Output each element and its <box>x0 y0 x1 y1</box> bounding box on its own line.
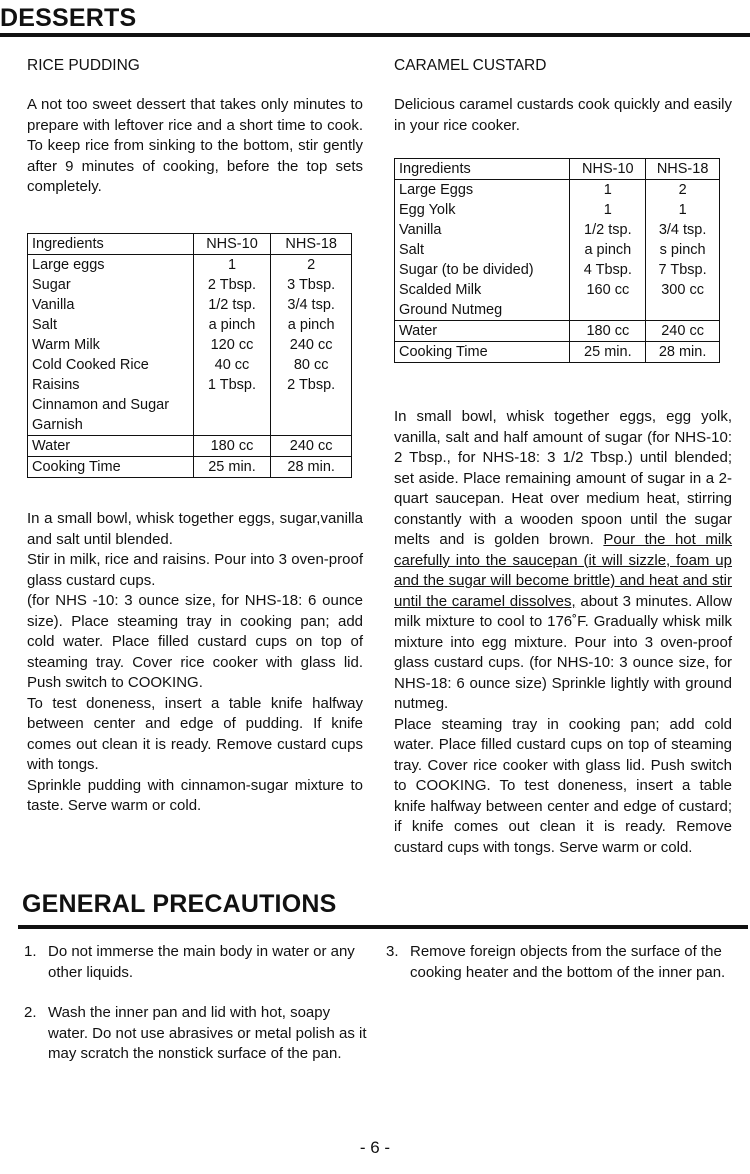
table-row <box>28 315 352 335</box>
table-row <box>395 180 720 201</box>
nhs-10-amount: NHS-10 <box>193 234 271 255</box>
nhs-10-amount: 1 <box>570 180 646 201</box>
table-row <box>28 255 352 276</box>
ingredient-name: Ground Nutmeg <box>399 302 503 318</box>
table-row <box>28 415 352 436</box>
nhs-10-amount: 1 <box>570 200 646 220</box>
ingredient-name: Salt <box>32 317 57 333</box>
nhs-10-amount: a pinch <box>570 240 646 260</box>
nhs-10-amount: 180 cc <box>570 321 646 342</box>
ingredient-name: Ingredients <box>395 159 570 180</box>
rice-pudding-step: In a small bowl, whisk together eggs, sugar,vanilla and salt until blended. <box>27 510 363 548</box>
caramel-custard-directions-part3: Place steaming tray in cooking pan; add cold water. Place filled custard cups on top of steaming tray. Cover rice cooker with glass lid. Push switch to COOKING. To test doneness, insert a table knife halfway between center and edge of custard; if knife comes out clean it is ready. Remove custard cups with tongs. Serve warm or cold. <box>394 715 732 856</box>
table-row <box>28 275 352 295</box>
rice-pudding-title: RICE PUDDING <box>27 57 140 74</box>
cooking-time-row <box>395 342 720 363</box>
ingredient-name: Cooking Time <box>395 342 570 363</box>
rice-pudding-ingredients-table <box>27 233 352 478</box>
nhs-10-amount: 160 cc <box>570 280 646 300</box>
water-row <box>28 436 352 457</box>
nhs-10-amount: 120 cc <box>193 335 271 355</box>
precaution-item <box>24 942 372 983</box>
table-header-row <box>395 159 720 180</box>
nhs-18-amount: s pinch <box>646 240 720 260</box>
nhs-10-amount: 1 <box>193 255 271 276</box>
precaution-text: Do not immerse the main body in water or any other liquids. <box>48 943 355 981</box>
nhs-10-amount: 1/2 tsp. <box>570 220 646 240</box>
caramel-custard-directions-part2: about 3 minutes. Allow milk mixture to cool to 176˚F. Gradually whisk milk mixture into egg mixture. Pour into 3 oven-proof glass custard cups. (for NHS-10: 3 ounce size, for NHS-18: 6 ounce size) Sprinkle lightly with ground nutmeg. <box>394 592 733 712</box>
table-row <box>28 395 352 415</box>
nhs-10-amount: 1 Tbsp. <box>193 375 271 395</box>
rice-pudding-step: Stir in milk, rice and raisins. Pour into 3 oven-proof glass custard cups. <box>27 551 363 589</box>
nhs-18-amount <box>271 415 352 436</box>
nhs-10-amount: 180 cc <box>193 436 271 457</box>
table-row <box>395 300 720 321</box>
table-row <box>395 220 720 240</box>
nhs-18-amount <box>271 395 352 415</box>
table-row <box>395 240 720 260</box>
ingredient-name: Large Eggs <box>399 182 474 198</box>
nhs-18-amount: 28 min. <box>271 457 352 478</box>
ingredient-name: Salt <box>399 242 424 258</box>
caramel-custard-ingredients-table <box>394 158 720 363</box>
caramel-custard-title: CARAMEL CUSTARD <box>394 57 547 74</box>
precaution-number: 3. <box>386 943 399 960</box>
nhs-18-amount: 2 <box>646 180 720 201</box>
nhs-18-amount: a pinch <box>271 315 352 335</box>
precaution-item <box>24 1003 372 1065</box>
nhs-18-amount: NHS-18 <box>271 234 352 255</box>
nhs-18-amount <box>646 300 720 321</box>
caramel-custard-directions <box>394 407 732 858</box>
precaution-item <box>386 942 734 983</box>
ingredient-name: Warm Milk <box>32 337 100 353</box>
nhs-18-amount: 300 cc <box>646 280 720 300</box>
nhs-10-amount: 4 Tbsp. <box>570 260 646 280</box>
nhs-18-amount: NHS-18 <box>646 159 720 180</box>
section-rule <box>0 33 750 37</box>
nhs-18-amount: 2 <box>271 255 352 276</box>
ingredient-name: Vanilla <box>399 222 442 238</box>
table-header-row <box>28 234 352 255</box>
nhs-10-amount: 1/2 tsp. <box>193 295 271 315</box>
ingredient-name: Garnish <box>32 417 83 433</box>
table-row <box>395 280 720 300</box>
nhs-10-amount: 2 Tbsp. <box>193 275 271 295</box>
nhs-18-amount: 80 cc <box>271 355 352 375</box>
rice-pudding-step: To test doneness, insert a table knife halfway between center and edge of pudding. If knife comes out clean it is ready. Remove custard cups with tongs. <box>27 694 363 773</box>
precaution-text: Wash the inner pan and lid with hot, soapy water. Do not use abrasives or metal polish as it may scratch the nonstick surface of the pan. <box>48 1004 367 1062</box>
caramel-custard-intro: Delicious caramel custards cook quickly and easily in your rice cooker. <box>394 96 732 134</box>
ingredient-name: Cooking Time <box>28 457 194 478</box>
precaution-text: Remove foreign objects from the surface of the cooking heater and the bottom of the inner pan. <box>410 943 726 981</box>
table-row <box>28 375 352 395</box>
nhs-18-amount: 3/4 tsp. <box>646 220 720 240</box>
section-title: DESSERTS <box>0 4 137 32</box>
nhs-10-amount: 40 cc <box>193 355 271 375</box>
nhs-10-amount <box>193 415 271 436</box>
water-row <box>395 321 720 342</box>
ingredient-name: Vanilla <box>32 297 75 313</box>
table-row <box>395 260 720 280</box>
ingredient-name: Cinnamon and Sugar <box>32 397 170 413</box>
ingredient-name: Cold Cooked Rice <box>32 357 149 373</box>
rice-pudding-step: (for NHS -10: 3 ounce size, for NHS-18: 6 ounce size). Place steaming tray in cooking pan; add cold water. Place filled custard cups on top of steaming tray. Cover rice cooker with glass lid. Push switch to COOKING. <box>27 592 363 691</box>
nhs-18-amount: 3 Tbsp. <box>271 275 352 295</box>
nhs-18-amount: 7 Tbsp. <box>646 260 720 280</box>
ingredient-name: Water <box>395 321 570 342</box>
ingredient-name: Sugar (to be divided) <box>399 262 534 278</box>
caramel-custard-directions-part1: In small bowl, whisk together eggs, egg yolk, vanilla, salt and half amount of sugar (for NHS-10: 2 Tbsp., for NHS-18: 3 1/2 Tbsp.) until blended; set aside. Place remaining amount of sugar in a 2-quart saucepan. Heat over medium heat, stirring constantly with a wooden spoon until the sugar melts and is golden brown. <box>394 408 732 548</box>
page-number: - 6 - <box>359 1138 391 1157</box>
ingredient-name: Sugar <box>32 277 71 293</box>
table-row <box>395 200 720 220</box>
rice-pudding-directions <box>27 509 363 817</box>
table-row <box>28 355 352 375</box>
cooking-time-row <box>28 457 352 478</box>
ingredient-name: Raisins <box>32 377 80 393</box>
nhs-18-amount: 240 cc <box>271 335 352 355</box>
precautions-rule <box>18 925 748 929</box>
rice-pudding-intro: A not too sweet dessert that takes only minutes to prepare with leftover rice and a short time to cook. To keep rice from sinking to the bottom, stir gently after 9 minutes of cooking, before the top sets completely. <box>27 96 363 195</box>
nhs-18-amount: 240 cc <box>646 321 720 342</box>
ingredient-name: Scalded Milk <box>399 282 482 298</box>
ingredient-name: Water <box>28 436 194 457</box>
nhs-18-amount: 240 cc <box>271 436 352 457</box>
rice-pudding-step: Sprinkle pudding with cinnamon-sugar mixture to taste. Serve warm or cold. <box>27 776 363 814</box>
nhs-18-amount: 2 Tbsp. <box>271 375 352 395</box>
nhs-10-amount <box>570 300 646 321</box>
precaution-number: 1. <box>24 943 37 960</box>
nhs-10-amount: a pinch <box>193 315 271 335</box>
caramel-custard-directions-caution: Pour the hot milk carefully into the saucepan (it will sizzle, foam up and the sugar will become brittle) and heat and stir until the caramel dissolves, <box>394 531 733 610</box>
nhs-10-amount: 25 min. <box>193 457 271 478</box>
ingredient-name: Ingredients <box>28 234 194 255</box>
precautions-title: GENERAL PRECAUTIONS <box>22 890 337 918</box>
table-row <box>28 335 352 355</box>
nhs-18-amount: 3/4 tsp. <box>271 295 352 315</box>
ingredient-name: Egg Yolk <box>399 202 456 218</box>
nhs-10-amount <box>193 395 271 415</box>
ingredient-name: Large eggs <box>32 257 105 273</box>
nhs-18-amount: 28 min. <box>646 342 720 363</box>
nhs-18-amount: 1 <box>646 200 720 220</box>
table-row <box>28 295 352 315</box>
nhs-10-amount: 25 min. <box>570 342 646 363</box>
nhs-10-amount: NHS-10 <box>570 159 646 180</box>
precaution-number: 2. <box>24 1004 37 1021</box>
